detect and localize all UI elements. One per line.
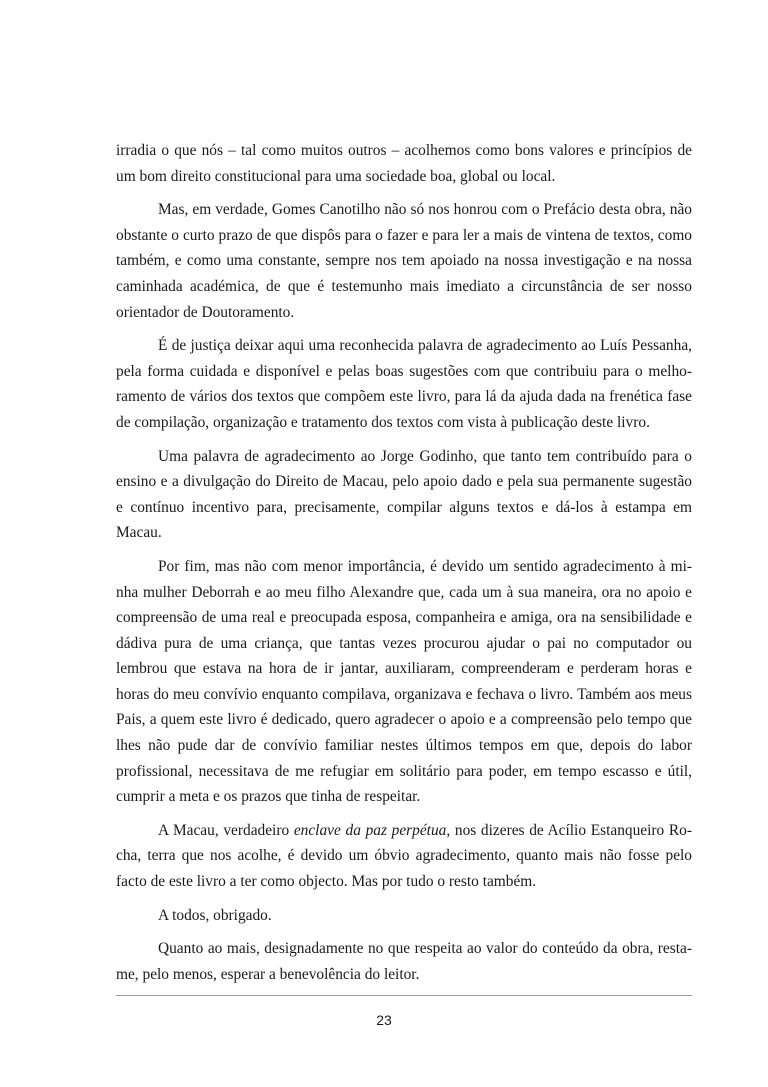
page-number: 23 [376, 1012, 392, 1028]
paragraph-macau-after: , nos dizeres de Acílio Estanqueiro Rocha, terra que nos acolhe, é devido um óbvio agradecimento, quanto mais não fosse pelo facto de este livro a ter como objecto. Mas por tudo o resto também. [116, 821, 692, 891]
paragraph-closing: Quanto ao mais, designadamente no que respeita ao valor do conteúdo da obra, resta-me, pelo menos, esperar a benevolência do leitor. [116, 940, 692, 983]
paragraph-macau-before: A Macau, verdadeiro [158, 821, 294, 839]
footer-divider [116, 995, 692, 996]
paragraph-1: irradia o que nós – tal como muitos outros – acolhemos como bons valores e princípios de um bom direito constitucional para uma sociedade boa, global ou local. [116, 142, 692, 185]
paragraph-2: Mas, em verdade, Gomes Canotilho não só nos honrou com o Prefácio desta obra, não obstante o curto prazo de que dispôs para o fazer e para ler a mais de vintena de textos, como também, e como uma constante, sempre nos tem apoiado na nossa investigação e na nossa caminhada académica, de que é testemunho mais imediato a circunstância de ser nosso orientador de Doutoramento. [116, 201, 692, 321]
paragraph-5: Por fim, mas não com menor importância, é devido um sentido agradecimento à minha mulher Deborrah e ao meu filho Alexandre que, cada um à sua maneira, ora no apoio e compreensão de uma real e preocupada esposa, companheira e amiga, ora na sensibilidade e dádiva pura de uma criança, que tantas vezes procurou ajudar o pai no computador ou lembrou que estava na hora de ir jantar, auxiliaram, compreenderam e perderam horas e horas do meu convívio enquanto compilava, organizava e fechava o livro. Também aos meus Pais, a quem este livro é dedicado, quero agradecer o apoio e a compreensão pelo tempo que lhes não pude dar de convívio familiar nestes últimos tempos em que, depois do labor profissional, necessitava de me refugiar em solitário para poder, em tempo escasso e útil, cumprir a meta e os prazos que tinha de respeitar. [116, 557, 692, 806]
paragraph-4: Uma palavra de agradecimento ao Jorge Godinho, que tanto tem contribuído para o ensino e a divulgação do Direito de Macau, pelo apoio dado e pela sua permanente sugestão e contínuo incentivo para, precisamente, compilar alguns textos e dá-los à estampa em Macau. [116, 447, 692, 542]
body-text [116, 138, 692, 995]
paragraph-3: É de justiça deixar aqui uma reconhecida palavra de agradecimento ao Luís Pessanha, pela forma cuidada e disponível e pelas boas sugestões com que contribuiu para o melhoramento de vários dos textos que compõem este livro, para lá da ajuda dada na frenética fase de compilação, organização e tratamento dos textos com vista à publicação deste livro. [116, 337, 692, 431]
paragraph-thanks: A todos, obrigado. [158, 906, 272, 924]
paragraph-macau-italic: enclave da paz perpétua [293, 821, 447, 839]
paragraph-macau [116, 818, 692, 895]
